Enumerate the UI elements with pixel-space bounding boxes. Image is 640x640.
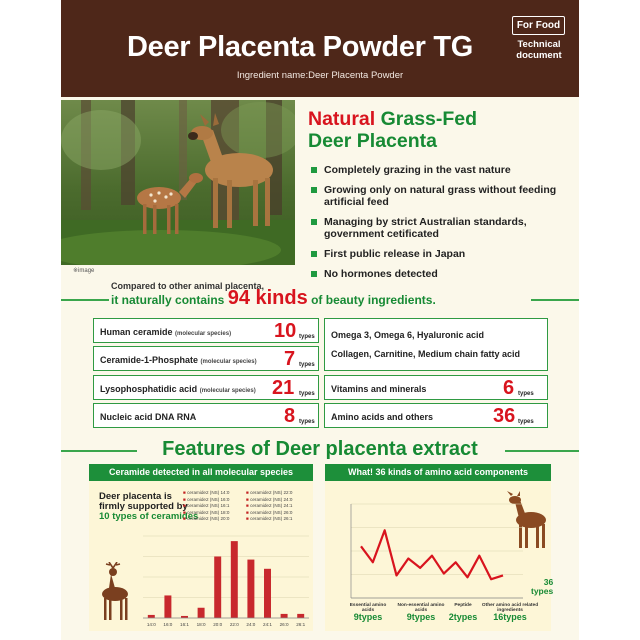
compare-text-a: it naturally contains bbox=[111, 293, 225, 307]
amino-group-label: Other amino acid related ingredients bbox=[481, 603, 539, 613]
legend-item: ■ ceramide2 (NS) 22:0 bbox=[246, 490, 292, 497]
compare-line-2 bbox=[111, 286, 436, 312]
tick-label: 24:1 bbox=[263, 622, 272, 627]
amino-group-label: Non-essential amino acids bbox=[397, 603, 445, 613]
feature-item: First public release in Japan bbox=[311, 248, 573, 260]
bar bbox=[264, 569, 271, 618]
header-bar bbox=[61, 0, 579, 97]
technical-document-label: Technical document bbox=[516, 39, 562, 61]
amino-group-value: 2types bbox=[448, 612, 478, 622]
ceramide-legend-col-2 bbox=[246, 490, 292, 523]
features-heading: Features of Deer placenta extract bbox=[162, 438, 478, 460]
amino-total-unit: types bbox=[531, 586, 554, 596]
legend-item: ■ ceramide2 (NS) 24:0 bbox=[246, 497, 292, 504]
legend-item: ■ ceramide2 (NS) 26:1 bbox=[246, 516, 292, 523]
bar bbox=[148, 615, 155, 618]
stag-silhouette bbox=[93, 562, 133, 624]
ingredient-box-ceramide-1-phosphate bbox=[93, 346, 319, 371]
amino-total-number: 36 bbox=[543, 577, 554, 587]
ingredient-label: Ceramide-1-Phosphate bbox=[100, 355, 199, 365]
tick-label: 16:0 bbox=[163, 622, 173, 627]
tick-label: 20:0 bbox=[213, 622, 223, 627]
bar bbox=[297, 614, 304, 618]
for-food-badge: For Food bbox=[512, 16, 565, 35]
bar bbox=[231, 541, 238, 618]
grass-fed-word: Grass-Fed bbox=[380, 108, 478, 130]
bar bbox=[164, 595, 171, 618]
deer-photo bbox=[61, 100, 295, 265]
document-title: Deer Placenta Powder TG bbox=[127, 31, 474, 63]
deer-placenta-word: Deer Placenta bbox=[308, 130, 437, 152]
feature-item: No hormones detected bbox=[311, 268, 573, 280]
natural-word: Natural bbox=[308, 108, 376, 130]
compare-text-b: of beauty ingredients. bbox=[311, 293, 436, 307]
bar bbox=[247, 560, 254, 618]
ingredient-label: Amino acids and others bbox=[331, 412, 434, 422]
legend-item: ■ ceramide2 (NS) 26:0 bbox=[246, 510, 292, 517]
ingredient-qualifier: (molecular species) bbox=[199, 388, 256, 394]
amino-group-value: 16types bbox=[493, 612, 527, 622]
legend-item: ■ ceramide2 (NS) 18:0 bbox=[183, 510, 229, 517]
ingredient-box-amino-acids bbox=[324, 403, 548, 428]
photo-credit: ※image bbox=[73, 268, 95, 274]
ceramide-panel-header: Ceramide detected in all molecular species bbox=[89, 464, 313, 481]
ceramide-text-b: 10 types of ceramides bbox=[99, 511, 199, 522]
ingredient-unit: types bbox=[518, 391, 534, 397]
ceramide-legend-col-1 bbox=[183, 490, 229, 523]
legend-item: ■ ceramide2 (NS) 14:0 bbox=[183, 490, 229, 497]
ingredient-box-nucleic-acid bbox=[93, 403, 319, 428]
amino-group-value: 9types bbox=[353, 612, 383, 622]
ingredient-count: 6 bbox=[503, 377, 515, 399]
ingredient-unit: types bbox=[518, 419, 534, 425]
bar bbox=[198, 608, 205, 618]
feature-item: Managing by strict Australian standards, government cetificated bbox=[311, 216, 573, 240]
feature-item: Completely grazing in the vast nature bbox=[311, 164, 573, 176]
compare-line-1: Compared to other animal placenta, bbox=[111, 281, 265, 291]
tick-label: 24:0 bbox=[246, 622, 256, 627]
legend-item: ■ ceramide2 (NS) 16:1 bbox=[183, 503, 229, 510]
ingredient-qualifier: (molecular species) bbox=[175, 331, 232, 337]
legend-item: ■ ceramide2 (NS) 20:0 bbox=[183, 516, 229, 523]
natural-heading bbox=[308, 108, 477, 152]
amino-group-label: Essential amino acids bbox=[349, 603, 387, 613]
ceramide-bar-chart bbox=[137, 532, 313, 630]
ingredient-box-lysophosphatidic-acid bbox=[93, 375, 319, 400]
series-line bbox=[361, 530, 503, 579]
ingredient-count: 36 bbox=[493, 405, 516, 427]
amino-total bbox=[531, 578, 553, 596]
amino-line-chart bbox=[347, 500, 527, 602]
compare-divider-left bbox=[61, 299, 109, 301]
bar bbox=[281, 614, 288, 618]
ingredient-box-omega bbox=[324, 318, 548, 371]
page bbox=[61, 0, 579, 640]
ingredient-box-human-ceramide bbox=[93, 318, 319, 343]
tick-label: 26:1 bbox=[296, 622, 306, 627]
tick-label: 22:0 bbox=[229, 622, 239, 627]
ingredient-unit: types bbox=[299, 334, 315, 340]
ingredient-label: Vitamins and minerals bbox=[331, 384, 427, 394]
omega-line-2: Collagen, Carnitine, Medium chain fatty acid bbox=[331, 349, 521, 359]
ingredient-label: Human ceramide bbox=[100, 327, 173, 337]
ingredient-unit: types bbox=[299, 391, 315, 397]
bar bbox=[214, 557, 221, 619]
amino-group-value: 9types bbox=[406, 612, 436, 622]
ingredient-qualifier: (molecular species) bbox=[200, 359, 257, 365]
ninety-four-kinds: 94 kinds bbox=[227, 287, 308, 309]
feature-item: Growing only on natural grass without feeding artificial feed bbox=[311, 184, 573, 208]
amino-group-label: Peptide bbox=[454, 603, 472, 608]
ingredient-count: 7 bbox=[284, 348, 296, 370]
ingredient-name: Ingredient name:Deer Placenta Powder bbox=[236, 70, 404, 81]
compare-divider-right bbox=[531, 299, 579, 301]
omega-line-1: Omega 3, Omega 6, Hyaluronic acid bbox=[331, 330, 485, 340]
ingredient-count: 10 bbox=[274, 320, 297, 342]
natural-feature-list bbox=[311, 164, 573, 288]
legend-item: ■ ceramide2 (NS) 16:0 bbox=[183, 497, 229, 504]
amino-panel-header: What! 36 kinds of amino acid components bbox=[325, 464, 551, 481]
ingredient-label: Nucleic acid DNA RNA bbox=[100, 412, 197, 422]
tick-label: 14:0 bbox=[146, 622, 156, 627]
ingredient-count: 21 bbox=[272, 377, 295, 399]
ceramide-text-a: Deer placenta is firmly supported by bbox=[99, 491, 188, 512]
tick-label: 16:1 bbox=[180, 622, 189, 627]
tick-label: 18:0 bbox=[196, 622, 206, 627]
ingredient-unit: types bbox=[299, 419, 315, 425]
ingredient-count: 8 bbox=[284, 405, 296, 427]
ingredient-label: Lysophosphatidic acid bbox=[100, 384, 198, 394]
ingredient-box-vitamins bbox=[324, 375, 548, 400]
ingredient-unit: types bbox=[299, 362, 315, 368]
legend-item: ■ ceramide2 (NS) 24:1 bbox=[246, 503, 292, 510]
tick-label: 26:0 bbox=[279, 622, 289, 627]
